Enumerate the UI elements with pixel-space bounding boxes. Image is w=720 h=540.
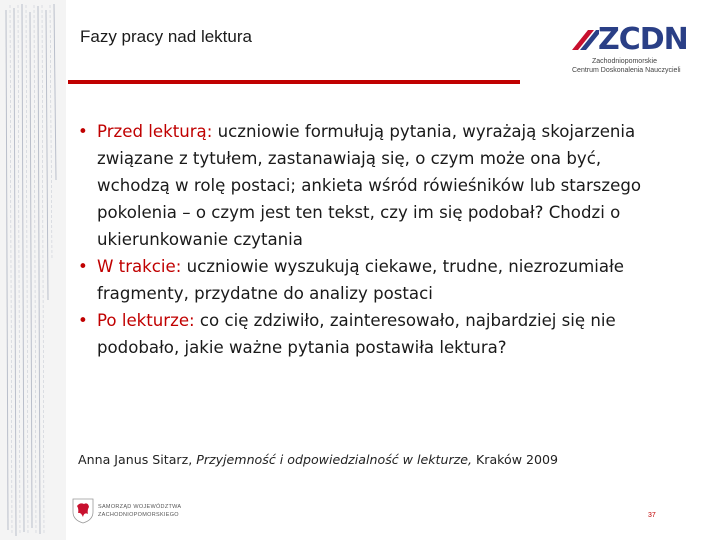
slide-title: Fazy pracy nad lektura xyxy=(80,27,252,46)
zcdn-logo xyxy=(570,22,690,76)
footer-logo xyxy=(72,498,202,528)
logo-name: ZCDN xyxy=(598,22,688,57)
bullet-text: co cię zdziwiło, zainteresowało, najbardziej się nie podobało, jakie ważne pytania postawiła lektura? xyxy=(97,311,616,357)
citation-author: Anna Janus Sitarz, xyxy=(78,452,193,467)
coat-of-arms-icon xyxy=(72,498,94,524)
citation-work: Przyjemność i odpowiedzialność w lekturze, xyxy=(196,452,472,467)
bullet-item-after-reading xyxy=(78,307,678,361)
bullet-lead: Po lekturze: xyxy=(97,311,195,330)
bullet-dot-icon: • xyxy=(78,122,88,141)
title-underline xyxy=(68,80,520,84)
bullet-item-during-reading xyxy=(78,253,678,307)
citation xyxy=(78,452,678,467)
logo-mark-icon xyxy=(570,28,600,52)
bullet-lead: W trakcie: xyxy=(97,257,182,276)
footer-line-2: ZACHODNIOPOMORSKIEGO xyxy=(98,512,179,518)
decorative-handwriting-strip xyxy=(0,0,66,540)
logo-subtitle-1: Zachodniopomorskie xyxy=(592,58,657,65)
bullet-dot-icon: • xyxy=(78,257,88,276)
bullet-list xyxy=(78,118,678,361)
citation-place-year: Kraków 2009 xyxy=(476,452,559,467)
logo-subtitle-2: Centrum Doskonalenia Nauczycieli xyxy=(572,67,681,74)
bullet-text: uczniowie formułują pytania, wyrażają skojarzenia związane z tytułem, zastanawiają się, o czym może ona być, wchodzą w rolę postaci; ankieta wśród rówieśników lub starszego pokolenia – o czym jest ten tekst, czy im się podobał? Chodzi o ukierunkowanie czytania xyxy=(97,122,642,249)
footer-line-1: SAMORZĄD WOJEWÓDZTWA xyxy=(98,504,182,510)
bullet-text: uczniowie wyszukują ciekawe, trudne, niezrozumiałe fragmenty, przydatne do analizy postaci xyxy=(97,257,624,303)
bullet-item-before-reading xyxy=(78,118,678,253)
bullet-dot-icon: • xyxy=(78,311,88,330)
page-number: 37 xyxy=(648,512,656,519)
bullet-lead: Przed lekturą: xyxy=(97,122,213,141)
